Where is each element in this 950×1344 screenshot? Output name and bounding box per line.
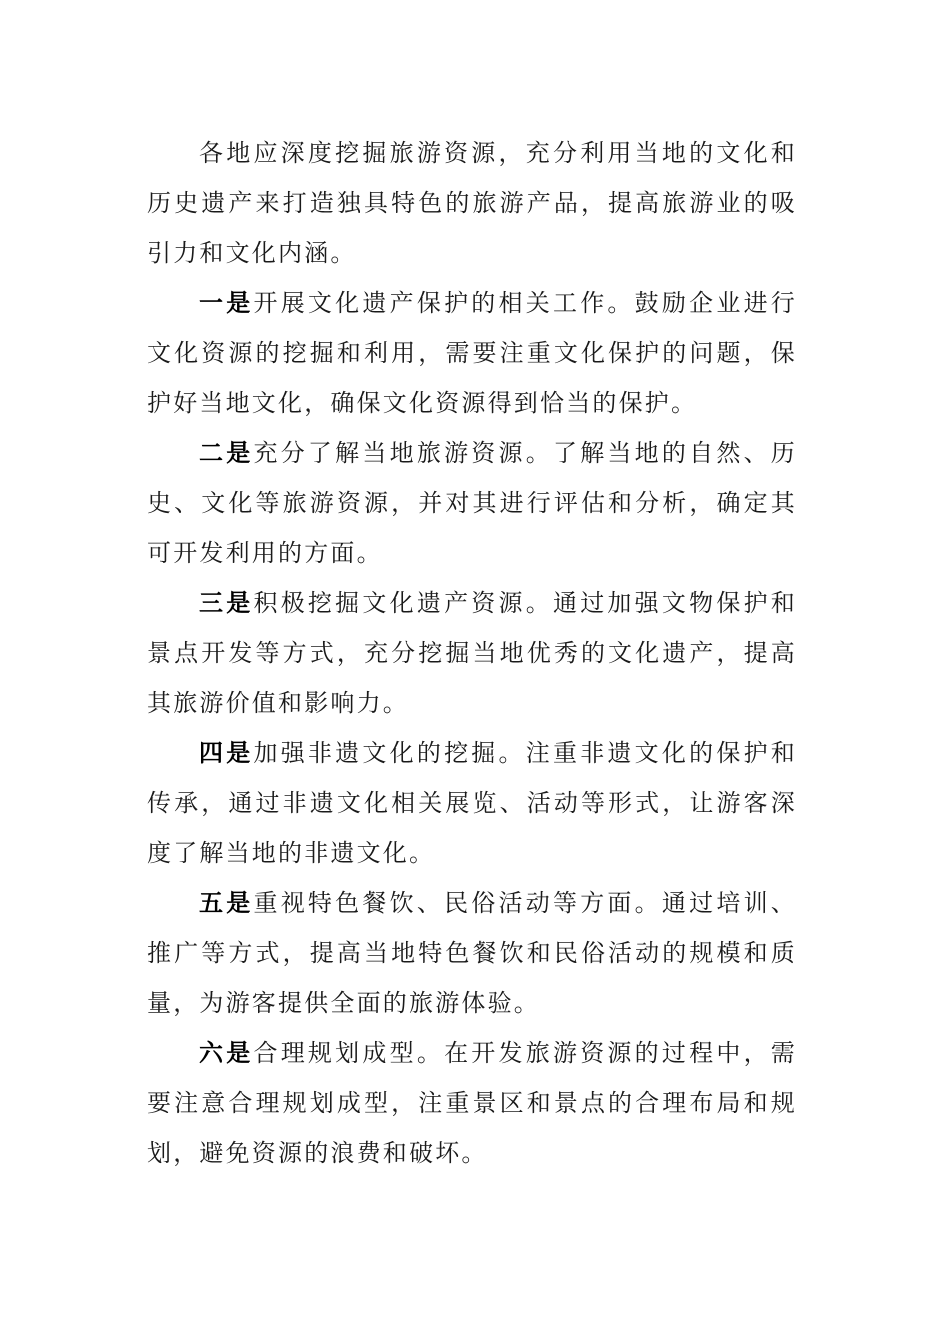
item-lead-4: 四是 — [199, 739, 254, 767]
item-paragraph-3 — [147, 578, 797, 728]
item-paragraph-4 — [147, 728, 797, 878]
item-paragraph-1 — [147, 278, 797, 428]
item-lead-2: 二是 — [199, 439, 254, 467]
item-text-3: 积极挖掘文化遗产资源。通过加强文物保护和景点开发等方式，充分挖掘当地优秀的文化遗产，提高其旅游价值和影响力。 — [147, 589, 798, 717]
item-text-5: 重视特色餐饮、民俗活动等方面。通过培训、推广等方式，提高当地特色餐饮和民俗活动的规模和质量，为游客提供全面的旅游体验。 — [147, 889, 798, 1017]
item-lead-5: 五是 — [199, 889, 254, 917]
intro-paragraph: 各地应深度挖掘旅游资源，充分利用当地的文化和历史遗产来打造独具特色的旅游产品，提高旅游业的吸引力和文化内涵。 — [147, 139, 797, 267]
item-text-4: 加强非遗文化的挖掘。注重非遗文化的保护和传承，通过非遗文化相关展览、活动等形式，让游客深度了解当地的非遗文化。 — [147, 739, 798, 867]
item-lead-3: 三是 — [199, 589, 254, 617]
document-body — [147, 128, 797, 1178]
item-paragraph-6 — [147, 1028, 797, 1178]
item-text-6: 合理规划成型。在开发旅游资源的过程中，需要注意合理规划成型，注重景区和景点的合理布局和规划，避免资源的浪费和破坏。 — [147, 1039, 798, 1167]
item-text-2: 充分了解当地旅游资源。了解当地的自然、历史、文化等旅游资源，并对其进行评估和分析，确定其可开发利用的方面。 — [147, 439, 798, 567]
item-paragraph-2 — [147, 428, 797, 578]
item-paragraph-5 — [147, 878, 797, 1028]
item-lead-6: 六是 — [199, 1039, 254, 1067]
item-text-1: 开展文化遗产保护的相关工作。鼓励企业进行文化资源的挖掘和利用，需要注重文化保护的问题，保护好当地文化，确保文化资源得到恰当的保护。 — [147, 289, 798, 417]
item-lead-1: 一是 — [199, 289, 254, 317]
